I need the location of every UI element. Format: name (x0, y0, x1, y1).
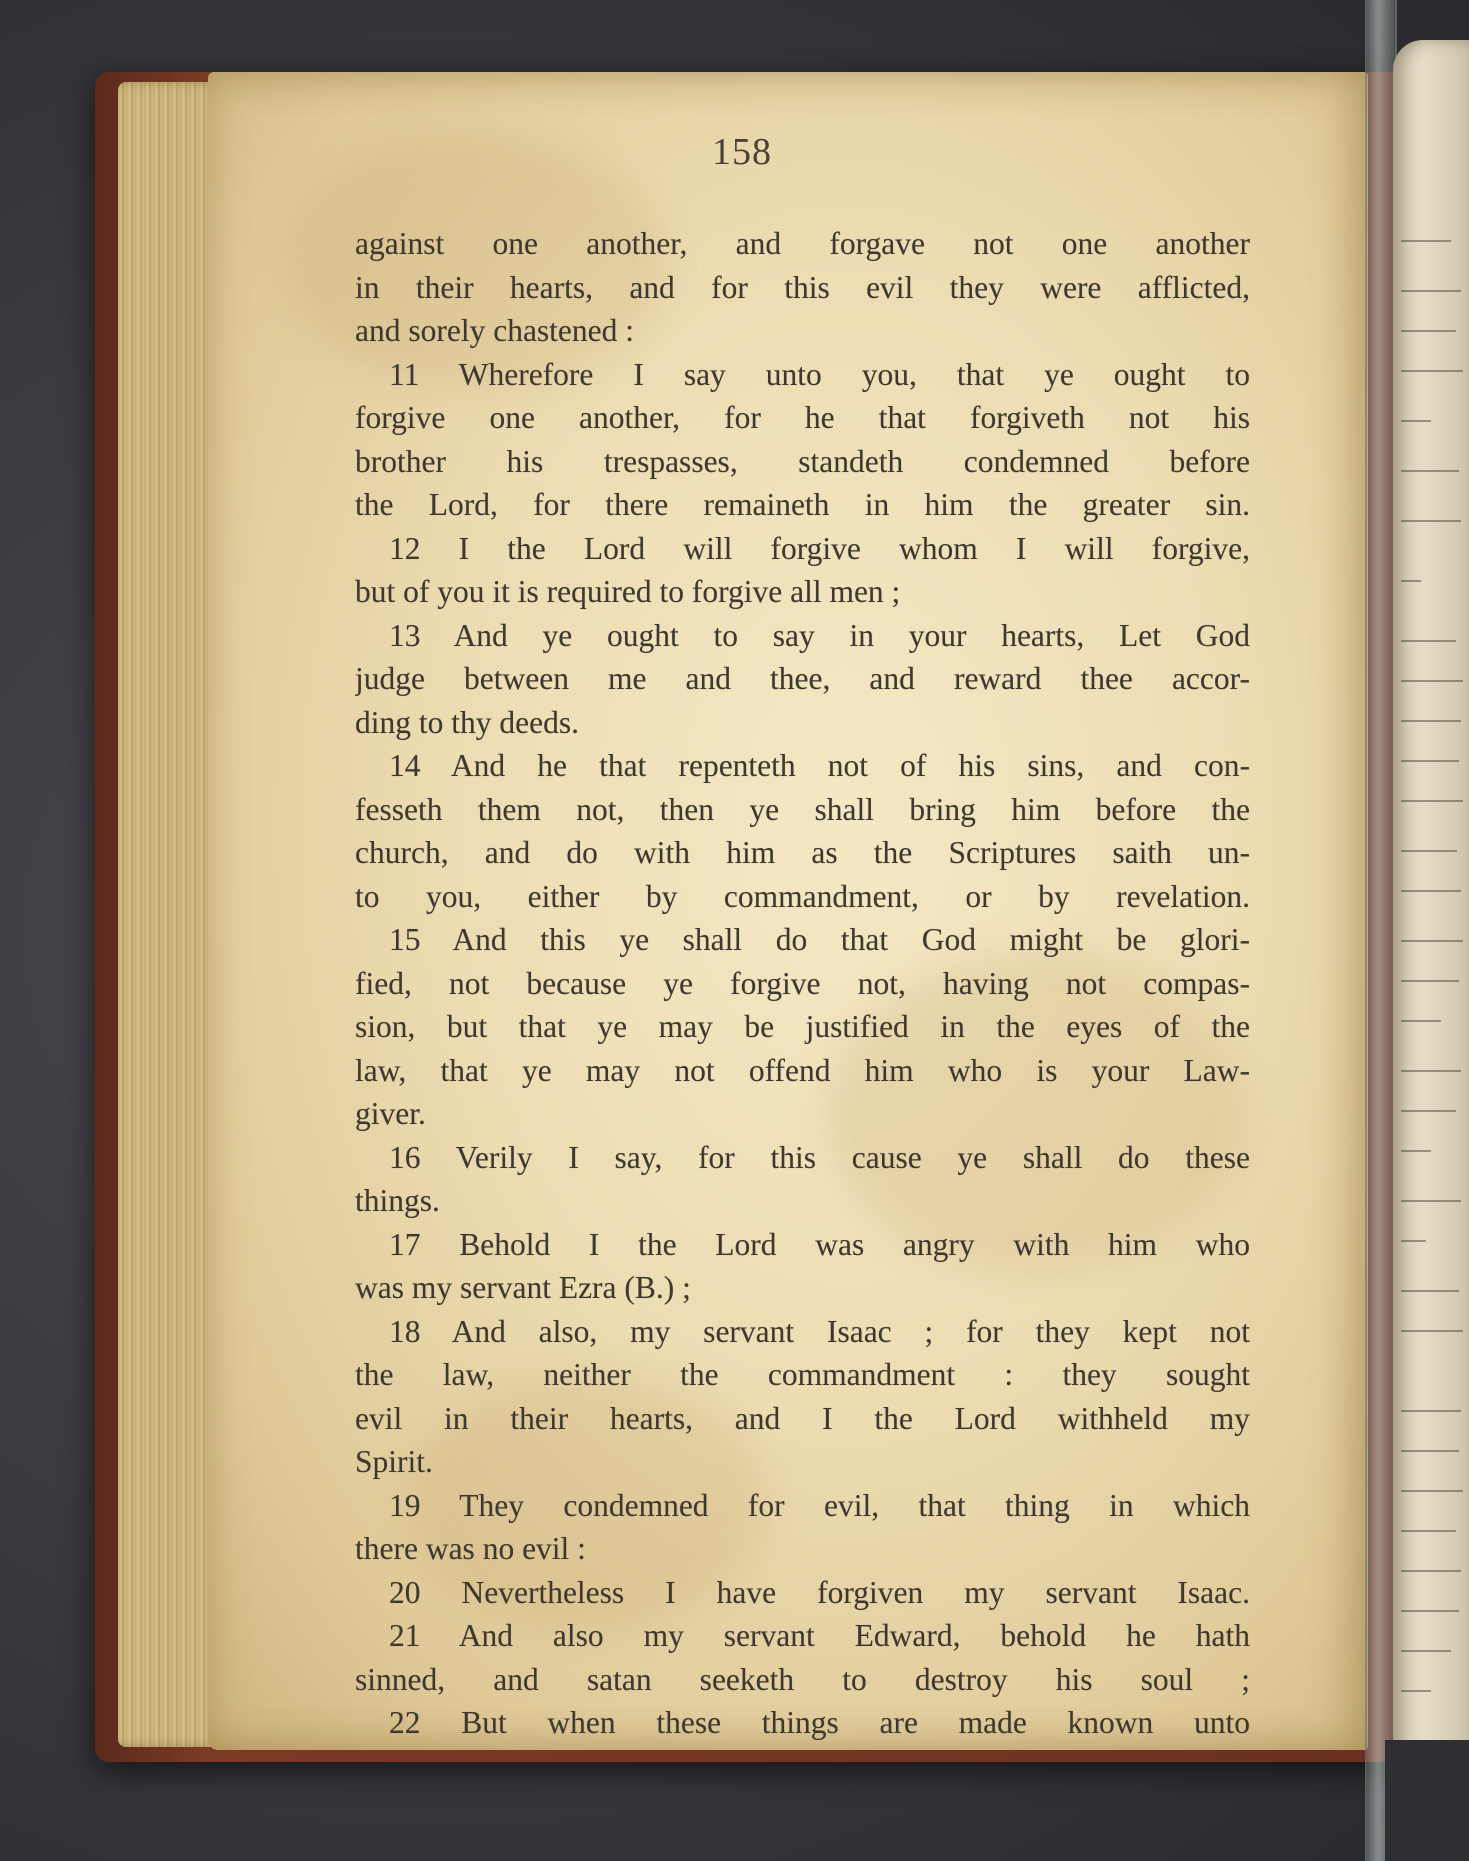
text-line: 15 And this ye shall do that God might be glori- (389, 922, 1250, 957)
text-line: fesseth them not, then ye shall bring him before the (355, 791, 1250, 827)
text-line: there was no evil : (355, 1531, 586, 1566)
page-number: 158 (712, 131, 772, 173)
text-line: brother his trespasses, standeth condemned before (355, 443, 1250, 479)
text-line: but of you it is required to forgive all men ; (355, 574, 901, 609)
background-corner (1385, 1740, 1469, 1861)
text-line: fied, not because ye forgive not, having not compas- (355, 965, 1250, 1001)
text-line: forgive one another, for he that forgiveth not his (355, 400, 1250, 435)
text-line: against one another, and forgave not one another (355, 226, 1250, 261)
text-line: the Lord, for there remaineth in him the greater sin. (355, 487, 1250, 522)
text-line: and sorely chastened : (355, 313, 635, 348)
text-line: 16 Verily I say, for this cause ye shall do these (389, 1139, 1250, 1175)
facing-page-edge (1393, 40, 1469, 1760)
text-line: church, and do with him as the Scriptures saith un- (355, 835, 1250, 870)
text-line: 19 They condemned for evil, that thing in which (389, 1487, 1250, 1523)
text-line: evil in their hearts, and I the Lord withheld my (355, 1400, 1250, 1436)
text-line: 21 And also my servant Edward, behold he hath (389, 1618, 1250, 1653)
text-line: in their hearts, and for this evil they were afflicted, (355, 269, 1250, 305)
text-line: sion, but that ye may be justified in the eyes of the (355, 1009, 1250, 1044)
text-line: sinned, and satan seeketh to destroy his soul ; (355, 1661, 1250, 1697)
text-line: ding to thy deeds. (355, 704, 579, 740)
page-text (355, 222, 1250, 1745)
text-line: 14 And he that repenteth not of his sins, and con- (389, 748, 1250, 783)
text-line: giver. (355, 1096, 426, 1131)
text-line: 11 Wherefore I say unto you, that ye ought to (389, 356, 1250, 392)
text-line: the law, neither the commandment : they sought (355, 1357, 1250, 1392)
text-line: 20 Nevertheless I have forgiven my servant Isaac. (389, 1574, 1250, 1610)
text-line: 13 And ye ought to say in your hearts, Let God (389, 617, 1250, 653)
text-line: judge between me and thee, and reward thee accor- (355, 661, 1250, 696)
text-line: things. (355, 1183, 440, 1218)
text-line: to you, either by commandment, or by revelation. (355, 878, 1250, 914)
text-line: 17 Behold I the Lord was angry with him who (389, 1226, 1250, 1262)
text-line: was my servant Ezra (B.) ; (355, 1270, 691, 1305)
text-line: 12 I the Lord will forgive whom I will forgive, (389, 530, 1250, 566)
text-line: 22 But when these things are made known unto (389, 1705, 1250, 1740)
text-line: 18 And also, my servant Isaac ; for they kept not (389, 1313, 1250, 1349)
text-line: law, that ye may not offend him who is your Law- (355, 1052, 1250, 1088)
text-line: Spirit. (355, 1444, 433, 1479)
